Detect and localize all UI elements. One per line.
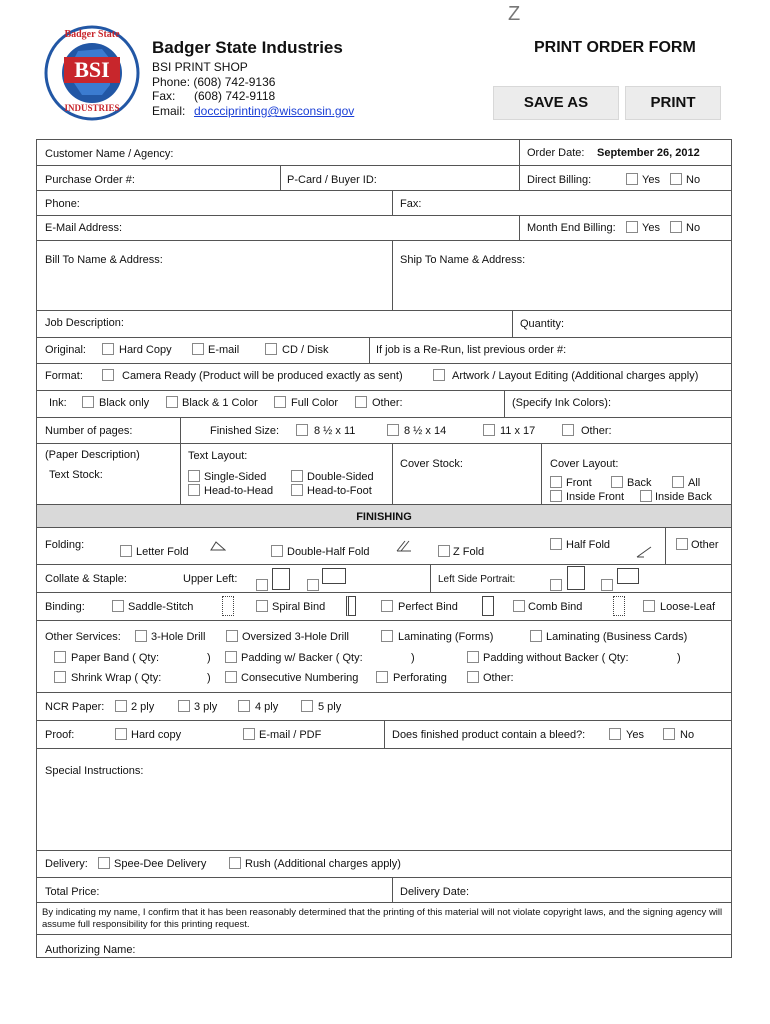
shop-name: BSI PRINT SHOP bbox=[152, 60, 248, 74]
month-end-yes-label: Yes bbox=[642, 222, 660, 234]
perforating-checkbox[interactable] bbox=[376, 671, 388, 683]
order-date-label: Order Date: bbox=[527, 147, 585, 159]
z-fold-label: Z Fold bbox=[453, 546, 485, 558]
company-name: Badger State Industries bbox=[152, 38, 343, 57]
padding-no-backer-close: ) bbox=[677, 652, 681, 664]
head-to-head-checkbox[interactable] bbox=[188, 484, 200, 496]
ncr-5-label: 5 ply bbox=[318, 701, 342, 713]
delivery-date-label: Delivery Date: bbox=[400, 886, 470, 898]
cover-back-label: Back bbox=[627, 477, 652, 489]
authorizing-name-label: Authorizing Name: bbox=[45, 944, 136, 956]
cover-inside-front-checkbox[interactable] bbox=[550, 490, 562, 502]
month-end-billing-label: Month End Billing: bbox=[527, 222, 616, 234]
email-label: E-Mail Address: bbox=[45, 222, 123, 234]
proof-hard-copy-label: Hard copy bbox=[131, 729, 182, 741]
paper-band-close: ) bbox=[207, 652, 211, 664]
total-price-label: Total Price: bbox=[45, 886, 100, 898]
fold-other-checkbox[interactable] bbox=[676, 538, 688, 550]
saddle-stitch-label: Saddle-Stitch bbox=[128, 601, 194, 613]
ncr-3-checkbox[interactable] bbox=[178, 700, 190, 712]
proof-email-label: E-mail / PDF bbox=[259, 729, 322, 741]
fold-other-label: Other bbox=[691, 539, 719, 551]
upper-left-portrait-checkbox[interactable] bbox=[256, 579, 268, 591]
cover-front-checkbox[interactable] bbox=[550, 476, 562, 488]
text-stock-label: Text Stock: bbox=[49, 469, 103, 481]
ncr-3-label: 3 ply bbox=[194, 701, 218, 713]
double-half-fold-label: Double-Half Fold bbox=[287, 546, 370, 558]
shop-fax-label: Fax: bbox=[152, 89, 176, 103]
job-description-label: Job Description: bbox=[45, 317, 124, 329]
ink-label: Ink: bbox=[49, 397, 67, 409]
perforating-label: Perforating bbox=[393, 672, 447, 684]
camera-ready-label: Camera Ready (Product will be produced exactly as sent) bbox=[122, 370, 403, 382]
padding-backer-label: Padding w/ Backer ( Qty: bbox=[241, 652, 363, 664]
paper-band-checkbox[interactable] bbox=[54, 651, 66, 663]
size-tabloid-checkbox[interactable] bbox=[483, 424, 495, 436]
ncr-5-checkbox[interactable] bbox=[301, 700, 313, 712]
single-sided-label: Single-Sided bbox=[204, 471, 267, 483]
proof-hard-copy-checkbox[interactable] bbox=[115, 728, 127, 740]
portrait-staple-icon bbox=[272, 568, 290, 590]
shop-email-link[interactable]: doccciprinting@wisconsin.gov bbox=[194, 104, 355, 118]
cover-all-checkbox[interactable] bbox=[672, 476, 684, 488]
laminating-cards-checkbox[interactable] bbox=[530, 630, 542, 642]
direct-billing-no-label: No bbox=[686, 174, 701, 186]
shop-phone: Phone: (608) 742-9136 bbox=[152, 75, 276, 89]
size-letter-checkbox[interactable] bbox=[296, 424, 308, 436]
left-landscape-staple-icon bbox=[617, 568, 639, 584]
original-label: Original: bbox=[45, 344, 86, 356]
finishing-heading: FINISHING bbox=[356, 511, 412, 523]
padding-no-backer-checkbox[interactable] bbox=[467, 651, 479, 663]
shop-email-label: Email: bbox=[152, 104, 186, 118]
ncr-4-checkbox[interactable] bbox=[238, 700, 250, 712]
specify-ink-label: (Specify Ink Colors): bbox=[512, 397, 612, 409]
ink-full-color-checkbox[interactable] bbox=[274, 396, 286, 408]
phone-label: Phone: bbox=[45, 198, 80, 210]
purchase-order-label: Purchase Order #: bbox=[45, 174, 135, 186]
head-to-foot-label: Head-to-Foot bbox=[307, 485, 372, 497]
oversized-three-hole-label: Oversized 3-Hole Drill bbox=[242, 631, 349, 643]
original-hard-copy-checkbox[interactable] bbox=[102, 343, 114, 355]
ink-other-checkbox[interactable] bbox=[355, 396, 367, 408]
spiral-bind-icon bbox=[346, 596, 356, 616]
original-email-label: E-mail bbox=[208, 344, 240, 356]
proof-email-checkbox[interactable] bbox=[243, 728, 255, 740]
month-end-yes-checkbox[interactable] bbox=[626, 221, 638, 233]
direct-billing-no-checkbox[interactable] bbox=[670, 173, 682, 185]
z-fold-checkbox[interactable] bbox=[438, 545, 450, 557]
direct-billing-yes-label: Yes bbox=[642, 174, 660, 186]
bleed-no-checkbox[interactable] bbox=[663, 728, 675, 740]
comb-bind-label: Comb Bind bbox=[528, 601, 583, 613]
letter-fold-label: Letter Fold bbox=[136, 546, 189, 558]
loose-leaf-checkbox[interactable] bbox=[643, 600, 655, 612]
cover-stock-label: Cover Stock: bbox=[400, 458, 463, 470]
paper-band-label: Paper Band ( Qty: bbox=[71, 652, 160, 664]
shrink-wrap-close: ) bbox=[207, 672, 211, 684]
ncr-label: NCR Paper: bbox=[45, 701, 105, 713]
rush-checkbox[interactable] bbox=[229, 857, 241, 869]
direct-billing-label: Direct Billing: bbox=[527, 174, 592, 186]
oversized-three-hole-checkbox[interactable] bbox=[226, 630, 238, 642]
cover-back-checkbox[interactable] bbox=[611, 476, 623, 488]
cover-inside-back-label: Inside Back bbox=[655, 491, 712, 503]
ncr-2-checkbox[interactable] bbox=[115, 700, 127, 712]
pages-label: Number of pages: bbox=[45, 425, 133, 437]
letter-fold-checkbox[interactable] bbox=[120, 545, 132, 557]
padding-no-backer-label: Padding without Backer ( Qty: bbox=[483, 652, 629, 664]
padding-backer-close: ) bbox=[411, 652, 415, 664]
perfect-bind-label: Perfect Bind bbox=[398, 601, 458, 613]
text-layout-label: Text Layout: bbox=[188, 450, 248, 462]
ink-black-1-label: Black & 1 Color bbox=[182, 397, 258, 409]
camera-ready-checkbox[interactable] bbox=[102, 369, 114, 381]
month-end-no-label: No bbox=[686, 222, 701, 234]
loose-leaf-label: Loose-Leaf bbox=[660, 601, 716, 613]
ncr-2-label: 2 ply bbox=[131, 701, 155, 713]
services-other-label: Other: bbox=[483, 672, 514, 684]
bleed-yes-checkbox[interactable] bbox=[609, 728, 621, 740]
cover-layout-label: Cover Layout: bbox=[550, 458, 619, 470]
upper-left-label: Upper Left: bbox=[183, 573, 238, 585]
cover-all-label: All bbox=[688, 477, 701, 489]
half-fold-label: Half Fold bbox=[566, 539, 611, 551]
shop-fax-number: (608) 742-9118 bbox=[194, 89, 276, 103]
other-services-label: Other Services: bbox=[45, 631, 121, 643]
size-other-checkbox[interactable] bbox=[562, 424, 574, 436]
pcard-label: P-Card / Buyer ID: bbox=[287, 174, 377, 186]
original-email-checkbox[interactable] bbox=[192, 343, 204, 355]
direct-billing-yes-checkbox[interactable] bbox=[626, 173, 638, 185]
logo-top-text: Badger State bbox=[64, 29, 120, 40]
ink-black-only-checkbox[interactable] bbox=[82, 396, 94, 408]
shrink-wrap-checkbox[interactable] bbox=[54, 671, 66, 683]
double-sided-label: Double-Sided bbox=[307, 471, 374, 483]
save-as-button[interactable]: SAVE AS bbox=[493, 86, 619, 120]
logo bbox=[44, 25, 140, 121]
landscape-staple-icon bbox=[322, 568, 346, 584]
finished-size-label: Finished Size: bbox=[210, 425, 280, 437]
proof-label: Proof: bbox=[45, 729, 75, 741]
month-end-no-checkbox[interactable] bbox=[670, 221, 682, 233]
ship-to-label: Ship To Name & Address: bbox=[400, 254, 526, 266]
logo-initials: BSI bbox=[64, 57, 120, 83]
ncr-4-label: 4 ply bbox=[255, 701, 279, 713]
rush-label: Rush (Additional charges apply) bbox=[245, 858, 401, 870]
bill-to-label: Bill To Name & Address: bbox=[45, 254, 163, 266]
spiral-bind-checkbox[interactable] bbox=[256, 600, 268, 612]
head-to-head-label: Head-to-Head bbox=[204, 485, 274, 497]
spiral-bind-label: Spiral Bind bbox=[272, 601, 326, 613]
laminating-forms-label: Laminating (Forms) bbox=[398, 631, 494, 643]
size-legal-label: 8 ½ x 14 bbox=[404, 425, 447, 437]
double-half-fold-checkbox[interactable] bbox=[271, 545, 283, 557]
upper-left-landscape-checkbox[interactable] bbox=[307, 579, 319, 591]
bleed-label: Does finished product contain a bleed?: bbox=[392, 729, 586, 741]
letter-fold-icon bbox=[210, 540, 226, 552]
customer-name-label: Customer Name / Agency: bbox=[45, 148, 174, 160]
quantity-label: Quantity: bbox=[520, 318, 565, 330]
spee-dee-label: Spee-Dee Delivery bbox=[114, 858, 207, 870]
perfect-bind-checkbox[interactable] bbox=[381, 600, 393, 612]
paper-description-label: (Paper Description) bbox=[45, 449, 140, 461]
half-fold-checkbox[interactable] bbox=[550, 538, 562, 550]
form-title: PRINT ORDER FORM bbox=[534, 39, 696, 56]
rerun-label: If job is a Re-Run, list previous order #: bbox=[376, 344, 567, 356]
single-sided-checkbox[interactable] bbox=[188, 470, 200, 482]
ink-other-label: Other: bbox=[372, 397, 403, 409]
original-hard-copy-label: Hard Copy bbox=[119, 344, 172, 356]
size-letter-label: 8 ½ x 11 bbox=[314, 425, 356, 437]
consecutive-label: Consecutive Numbering bbox=[241, 672, 359, 684]
laminating-cards-label: Laminating (Business Cards) bbox=[546, 631, 688, 643]
double-half-fold-icon bbox=[396, 540, 412, 552]
print-button[interactable]: PRINT bbox=[625, 86, 721, 120]
ink-black-only-label: Black only bbox=[99, 397, 150, 409]
bleed-yes-label: Yes bbox=[626, 729, 644, 741]
order-date-value: September 26, 2012 bbox=[597, 147, 700, 159]
folding-label: Folding: bbox=[45, 539, 85, 551]
original-cd-checkbox[interactable] bbox=[265, 343, 277, 355]
perfect-bind-icon bbox=[482, 596, 494, 616]
left-side-portrait-checkbox[interactable] bbox=[550, 579, 562, 591]
corner-mark: Z bbox=[508, 3, 521, 25]
disclaimer-text: By indicating my name, I confirm that it has been reasonably determined that the printing of this material will not violate copyright laws, and the signing agency will assume full responsibility for this printing request. bbox=[42, 907, 723, 930]
comb-bind-icon bbox=[613, 596, 625, 616]
left-side-portrait-label: Left Side Portrait: bbox=[438, 574, 516, 585]
saddle-stitch-icon bbox=[222, 596, 234, 616]
half-fold-icon bbox=[636, 546, 652, 558]
logo-bottom-text: INDUSTRIES bbox=[64, 103, 120, 113]
padding-backer-checkbox[interactable] bbox=[225, 651, 237, 663]
head-to-foot-checkbox[interactable] bbox=[291, 484, 303, 496]
cover-inside-front-label: Inside Front bbox=[566, 491, 625, 503]
fax-label: Fax: bbox=[400, 198, 422, 210]
bleed-no-label: No bbox=[680, 729, 695, 741]
artwork-checkbox[interactable] bbox=[433, 369, 445, 381]
special-instructions-label: Special Instructions: bbox=[45, 765, 144, 777]
consecutive-checkbox[interactable] bbox=[225, 671, 237, 683]
ink-full-color-label: Full Color bbox=[291, 397, 339, 409]
services-other-checkbox[interactable] bbox=[467, 671, 479, 683]
collate-label: Collate & Staple: bbox=[45, 573, 127, 585]
left-portrait-staple-icon bbox=[567, 566, 585, 590]
spee-dee-checkbox[interactable] bbox=[98, 857, 110, 869]
laminating-forms-checkbox[interactable] bbox=[381, 630, 393, 642]
cover-front-label: Front bbox=[566, 477, 592, 489]
artwork-label: Artwork / Layout Editing (Additional charges apply) bbox=[452, 370, 699, 382]
three-hole-label: 3-Hole Drill bbox=[151, 631, 206, 643]
comb-bind-checkbox[interactable] bbox=[513, 600, 525, 612]
size-legal-checkbox[interactable] bbox=[387, 424, 399, 436]
cover-inside-back-checkbox[interactable] bbox=[640, 490, 652, 502]
double-sided-checkbox[interactable] bbox=[291, 470, 303, 482]
three-hole-checkbox[interactable] bbox=[135, 630, 147, 642]
binding-label: Binding: bbox=[45, 601, 85, 613]
shrink-wrap-label: Shrink Wrap ( Qty: bbox=[71, 672, 162, 684]
original-cd-label: CD / Disk bbox=[282, 344, 329, 356]
size-tabloid-label: 11 x 17 bbox=[500, 425, 536, 437]
left-side-landscape-checkbox[interactable] bbox=[601, 579, 613, 591]
size-other-label: Other: bbox=[581, 425, 612, 437]
ink-black-1-checkbox[interactable] bbox=[166, 396, 178, 408]
delivery-label: Delivery: bbox=[45, 858, 88, 870]
saddle-stitch-checkbox[interactable] bbox=[112, 600, 124, 612]
format-label: Format: bbox=[45, 370, 83, 382]
